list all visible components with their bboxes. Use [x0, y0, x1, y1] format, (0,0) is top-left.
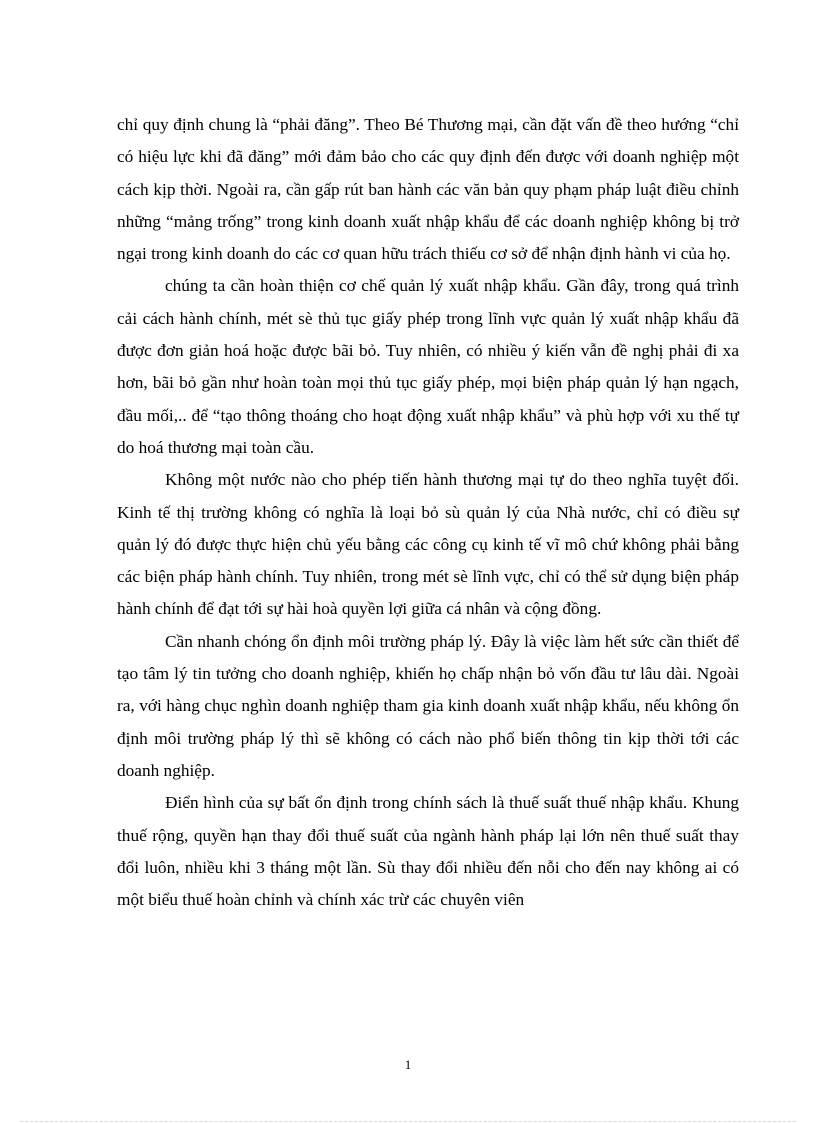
document-body	[117, 109, 739, 916]
page-number: 1	[404, 1057, 412, 1072]
paragraph: chỉ quy định chung là “phải đăng”. Theo Bé Thương mại, cần đặt vấn đề theo hướng “chỉ có hiệu lực khi đã đăng” mới đảm bảo cho các quy định đến được với doanh nghiệp một cách kịp thời. Ngoài ra, cần gấp rút ban hành các văn bản quy phạm pháp luật điều chỉnh những “mảng trống” trong kinh doanh xuất nhập khẩu để các doanh nghiệp không bị trở ngại trong kinh doanh do các cơ quan hữu trách thiếu cơ sở để nhận định hành vi của họ.	[117, 115, 739, 264]
paragraph: Không một nước nào cho phép tiến hành thương mại tự do theo nghĩa tuyệt đối. Kinh tế thị trường không có nghĩa là loại bỏ sù quản lý của Nhà nước, chỉ có điều sự quản lý đó được thực hiện chủ yếu bằng các công cụ kinh tế vĩ mô chứ không phải bằng các biện pháp hành chính. Tuy nhiên, trong mét sè lĩnh vực, chỉ có thể sử dụng biện pháp hành chính để đạt tới sự hài hoà quyền lợi giữa cá nhân và cộng đồng.	[117, 470, 739, 619]
page-bottom-divider	[20, 1121, 796, 1122]
paragraph: Điển hình của sự bất ổn định trong chính sách là thuế suất thuế nhập khẩu. Khung thuế rộng, quyền hạn thay đổi thuế suất của ngành hành pháp lại lớn nên thuế suất thay đổi luôn, nhiều khi 3 tháng một lần. Sù thay đổi nhiều đến nỗi cho đến nay không ai có một biểu thuế hoàn chỉnh và chính xác trừ các chuyên viên	[117, 793, 739, 910]
paragraph: Cần nhanh chóng ổn định môi trường pháp lý. Đây là việc làm hết sức cần thiết để tạo tâm lý tin tưởng cho doanh nghiệp, khiến họ chấp nhận bỏ vốn đầu tư lâu dài. Ngoài ra, với hàng chục nghìn doanh nghiệp tham gia kinh doanh xuất nhập khẩu, nếu không ổn định môi trường pháp lý thì sẽ không có cách nào phổ biến thông tin kịp thời tới các doanh nghiệp.	[117, 631, 739, 780]
paragraph: chúng ta cần hoàn thiện cơ chế quản lý xuất nhập khẩu. Gần đây, trong quá trình cải cách hành chính, mét sè thủ tục giấy phép trong lĩnh vực quản lý xuất nhập khẩu đã được đơn giản hoá hoặc được bãi bỏ. Tuy nhiên, có nhiều ý kiến vẫn đề nghị phải đi xa hơn, bãi bỏ gần như hoàn toàn mọi thủ tục giấy phép, mọi biện pháp quản lý hạn ngạch, đầu mối,.. để “tạo thông thoáng cho hoạt động xuất nhập khẩu” và phù hợp với xu thế tự do hoá thương mại toàn cầu.	[117, 276, 739, 457]
